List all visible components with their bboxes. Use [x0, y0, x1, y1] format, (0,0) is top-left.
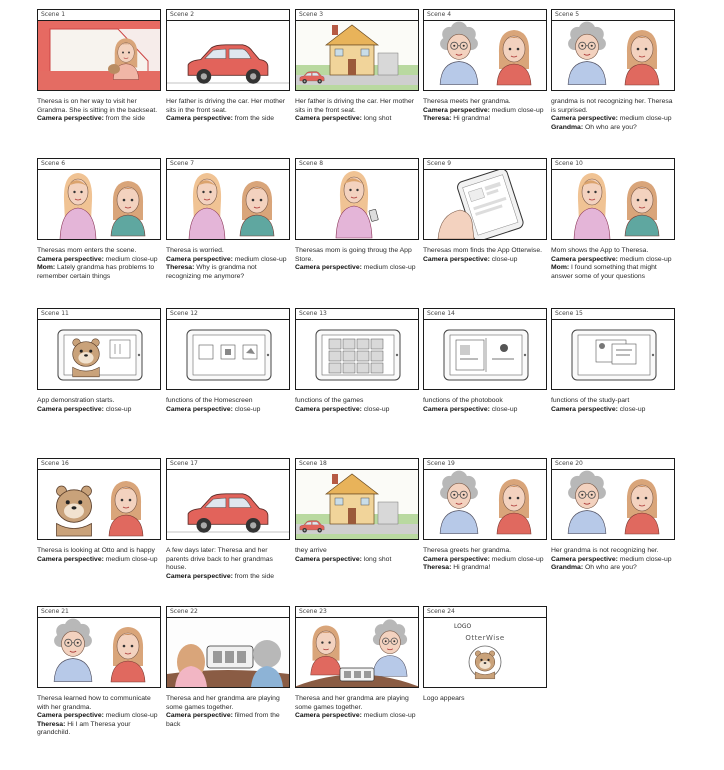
- scene-caption: [423, 98, 545, 124]
- scene-caption: [423, 247, 545, 264]
- scene-frame: [423, 308, 547, 390]
- caption-text: medium close-up: [491, 106, 544, 114]
- logo-wordmark: OtterWise: [465, 634, 505, 642]
- scene-header: [167, 159, 289, 170]
- caption-key: Theresa:: [37, 720, 66, 728]
- scene-caption: [295, 695, 417, 721]
- scene-header: [38, 159, 160, 170]
- caption-description: [37, 98, 159, 115]
- scene-number: Scene 23: [299, 608, 327, 615]
- caption-labeled-line: [295, 264, 417, 273]
- scene-frame: [166, 458, 290, 540]
- caption-labeled-line: [37, 556, 159, 565]
- caption-description: [423, 695, 545, 704]
- scene-header: [167, 459, 289, 470]
- scene-illustration: [38, 170, 160, 239]
- caption-labeled-line: [37, 721, 159, 738]
- scene-frame: [37, 308, 161, 390]
- scene-frame: [423, 458, 547, 540]
- caption-text: medium close-up: [105, 712, 158, 720]
- scene-illustration: [552, 170, 674, 239]
- scene-frame: [551, 158, 675, 240]
- caption-text: from the side: [234, 115, 275, 123]
- caption-labeled-line: [166, 256, 288, 265]
- storyboard-panel: [295, 458, 419, 564]
- caption-key: Camera perspective:: [37, 712, 104, 720]
- caption-labeled-line: [166, 264, 288, 281]
- caption-text: Hi grandma!: [453, 564, 491, 572]
- caption-text: grandma is not recognizing her. Theresa is surprised.: [551, 98, 673, 114]
- caption-key: Camera perspective:: [37, 115, 104, 123]
- caption-text: Mom shows the App to Theresa.: [551, 247, 649, 254]
- scene-illustration: [552, 21, 674, 90]
- caption-description: [37, 247, 159, 256]
- scene-header: [424, 309, 546, 320]
- caption-text: Theresas mom enters the scene.: [37, 247, 137, 254]
- caption-text: close-up: [619, 405, 646, 413]
- scene-illustration: [424, 170, 546, 239]
- caption-key: Camera perspective:: [166, 405, 233, 413]
- scene-header: [38, 459, 160, 470]
- scene-number: Scene 18: [299, 460, 327, 467]
- scene-header: [296, 159, 418, 170]
- caption-description: [166, 695, 288, 712]
- caption-key: Camera perspective:: [295, 712, 362, 720]
- caption-text: Her father is driving the car. Her mother sits in the front seat.: [166, 98, 285, 114]
- caption-text: medium close-up: [619, 555, 672, 563]
- storyboard-panel: [37, 308, 161, 414]
- storyboard-panel: [295, 9, 419, 124]
- scene-number: Scene 3: [299, 11, 324, 18]
- scene-caption: [423, 547, 545, 573]
- scene-header: [167, 607, 289, 618]
- caption-text: Logo appears: [423, 695, 465, 702]
- scene-number: Scene 4: [427, 11, 452, 18]
- storyboard-panel: [37, 606, 161, 738]
- scene-illustration: [167, 170, 289, 239]
- caption-description: [166, 98, 288, 115]
- caption-description: [295, 547, 417, 556]
- caption-text: Theresa is looking at Otto and is happy: [37, 547, 155, 554]
- caption-labeled-line: [166, 573, 288, 582]
- caption-text: A few days later: Theresa and her parents drive back to her grandmas house.: [166, 547, 273, 572]
- caption-key: Camera perspective:: [166, 572, 233, 580]
- storyboard-panel: [423, 158, 547, 264]
- caption-labeled-line: [295, 556, 417, 565]
- caption-labeled-line: [37, 256, 159, 265]
- caption-key: Camera perspective:: [37, 255, 104, 263]
- caption-text: Her father is driving the car. Her mother sits in the front seat.: [295, 98, 414, 114]
- caption-description: [423, 247, 545, 256]
- storyboard-panel: [295, 606, 419, 721]
- scene-header: [38, 309, 160, 320]
- caption-text: Why is grandma not recognizing me anymore?: [166, 264, 257, 280]
- caption-text: Theresa and her grandma are playing some games together.: [166, 695, 280, 711]
- caption-labeled-line: [37, 264, 159, 281]
- caption-labeled-line: [166, 115, 288, 124]
- caption-description: [166, 247, 288, 256]
- caption-text: long shot: [363, 555, 392, 563]
- caption-text: they arrive: [295, 547, 327, 554]
- scene-illustration: [167, 320, 289, 389]
- scene-header: [552, 309, 674, 320]
- scene-caption: [37, 547, 159, 564]
- scene-illustration: [424, 470, 546, 539]
- caption-text: functions of the games: [295, 397, 364, 404]
- scene-header: [424, 10, 546, 21]
- caption-labeled-line: [423, 564, 545, 573]
- caption-description: [295, 695, 417, 712]
- caption-description: [551, 247, 673, 256]
- caption-key: Camera perspective:: [166, 255, 233, 263]
- caption-labeled-line: [551, 256, 673, 265]
- storyboard-panel: [166, 9, 290, 124]
- scene-illustration: [38, 21, 160, 90]
- caption-text: Theresa and her grandma are playing some games together.: [295, 695, 409, 711]
- scene-header: [38, 607, 160, 618]
- scene-illustration: [38, 618, 160, 687]
- scene-illustration: [296, 618, 418, 687]
- caption-labeled-line: [551, 406, 673, 415]
- storyboard-panel: [423, 458, 547, 573]
- caption-text: medium close-up: [105, 555, 158, 563]
- caption-labeled-line: [166, 406, 288, 415]
- scene-caption: [551, 98, 673, 132]
- caption-text: Theresas mom is going throug the App Store.: [295, 247, 412, 263]
- caption-description: [166, 547, 288, 573]
- caption-text: Theresa meets her grandma.: [423, 98, 511, 105]
- storyboard-panel: [37, 458, 161, 564]
- caption-description: [295, 98, 417, 115]
- scene-header: [552, 459, 674, 470]
- scene-caption: [166, 247, 288, 281]
- caption-description: [551, 397, 673, 406]
- caption-text: close-up: [363, 405, 390, 413]
- caption-labeled-line: [37, 406, 159, 415]
- scene-frame: [37, 458, 161, 540]
- scene-header: [296, 459, 418, 470]
- caption-labeled-line: [551, 124, 673, 133]
- caption-key: Camera perspective:: [295, 405, 362, 413]
- scene-frame: [166, 606, 290, 688]
- scene-number: Scene 6: [41, 160, 66, 167]
- caption-labeled-line: [166, 712, 288, 729]
- scene-number: Scene 21: [41, 608, 69, 615]
- scene-caption: [37, 98, 159, 124]
- caption-key: Camera perspective:: [551, 115, 618, 123]
- caption-text: medium close-up: [234, 255, 287, 263]
- scene-illustration: [167, 618, 289, 687]
- caption-text: filmed from the back: [166, 712, 280, 728]
- caption-key: Camera perspective:: [551, 405, 618, 413]
- scene-caption: [37, 695, 159, 738]
- scene-number: Scene 1: [41, 11, 66, 18]
- scene-number: Scene 24: [427, 608, 455, 615]
- scene-caption: [37, 247, 159, 281]
- caption-labeled-line: [551, 264, 673, 281]
- scene-illustration: [552, 470, 674, 539]
- caption-text: from the side: [105, 115, 146, 123]
- scene-illustration: [38, 320, 160, 389]
- caption-labeled-line: [551, 556, 673, 565]
- scene-illustration: [296, 21, 418, 90]
- storyboard-panel: [166, 606, 290, 729]
- caption-key: Grandma:: [551, 123, 584, 131]
- caption-key: Camera perspective:: [37, 405, 104, 413]
- scene-frame: [551, 308, 675, 390]
- caption-key: Camera perspective:: [423, 106, 490, 114]
- scene-illustration: [552, 320, 674, 389]
- caption-labeled-line: [423, 107, 545, 116]
- scene-frame: [423, 606, 547, 688]
- caption-text: functions of the Homescreen: [166, 397, 253, 404]
- caption-description: [295, 247, 417, 264]
- scene-number: Scene 14: [427, 310, 455, 317]
- scene-illustration: [296, 170, 418, 239]
- caption-labeled-line: [37, 712, 159, 721]
- scene-number: Scene 7: [170, 160, 195, 167]
- caption-description: [423, 547, 545, 556]
- caption-key: Camera perspective:: [166, 115, 233, 123]
- scene-illustration: [424, 618, 546, 687]
- scene-number: Scene 11: [41, 310, 69, 317]
- caption-labeled-line: [295, 115, 417, 124]
- storyboard-panel: [423, 606, 547, 704]
- scene-illustration: [167, 21, 289, 90]
- storyboard-panel: [37, 9, 161, 124]
- caption-key: Camera perspective:: [295, 115, 362, 123]
- caption-text: Theresa is worried.: [166, 247, 224, 254]
- scene-caption: [295, 247, 417, 273]
- scene-header: [424, 159, 546, 170]
- scene-frame: [423, 9, 547, 91]
- scene-illustration: [296, 320, 418, 389]
- scene-frame: [166, 308, 290, 390]
- scene-caption: [295, 397, 417, 414]
- caption-text: close-up: [491, 255, 518, 263]
- scene-caption: [166, 547, 288, 581]
- scene-header: [167, 309, 289, 320]
- scene-frame: [37, 9, 161, 91]
- scene-number: Scene 8: [299, 160, 324, 167]
- caption-labeled-line: [423, 556, 545, 565]
- caption-text: long shot: [363, 115, 392, 123]
- scene-header: [296, 309, 418, 320]
- caption-labeled-line: [423, 256, 545, 265]
- caption-text: I found something that might answer some of your questions: [551, 264, 657, 280]
- scene-number: Scene 2: [170, 11, 195, 18]
- caption-text: medium close-up: [363, 712, 416, 720]
- scene-frame: [37, 158, 161, 240]
- caption-text: close-up: [234, 405, 261, 413]
- scene-number: Scene 22: [170, 608, 198, 615]
- scene-header: [167, 10, 289, 21]
- caption-description: [295, 397, 417, 406]
- caption-key: Theresa:: [423, 564, 452, 572]
- scene-caption: [295, 98, 417, 124]
- caption-labeled-line: [423, 115, 545, 124]
- caption-key: Theresa:: [166, 264, 195, 272]
- caption-text: functions of the photobook: [423, 397, 503, 404]
- scene-frame: [423, 158, 547, 240]
- caption-description: [37, 695, 159, 712]
- caption-description: [166, 397, 288, 406]
- caption-key: Camera perspective:: [423, 255, 490, 263]
- scene-caption: [166, 397, 288, 414]
- scene-caption: [551, 547, 673, 573]
- scene-caption: [551, 397, 673, 414]
- caption-text: close-up: [491, 405, 518, 413]
- scene-illustration: [167, 470, 289, 539]
- caption-key: Mom:: [37, 264, 56, 272]
- caption-key: Camera perspective:: [37, 555, 104, 563]
- scene-number: Scene 20: [555, 460, 583, 467]
- scene-illustration: [296, 470, 418, 539]
- caption-text: medium close-up: [363, 264, 416, 272]
- caption-key: Camera perspective:: [551, 255, 618, 263]
- scene-caption: [166, 695, 288, 729]
- caption-description: [551, 98, 673, 115]
- caption-labeled-line: [551, 564, 673, 573]
- scene-header: [296, 607, 418, 618]
- scene-header: [552, 10, 674, 21]
- storyboard-panel: [166, 308, 290, 414]
- caption-description: [37, 397, 159, 406]
- scene-header: [424, 607, 546, 618]
- caption-text: Her grandma is not recognizing her.: [551, 547, 659, 554]
- scene-illustration: [424, 320, 546, 389]
- scene-frame: [295, 158, 419, 240]
- scene-frame: [295, 458, 419, 540]
- caption-text: Theresa learned how to communicate with her grandma.: [37, 695, 151, 711]
- scene-caption: [423, 397, 545, 414]
- scene-frame: [37, 606, 161, 688]
- caption-text: close-up: [105, 405, 132, 413]
- caption-text: Theresa greets her grandma.: [423, 547, 512, 554]
- storyboard-panel: [37, 158, 161, 281]
- caption-description: [423, 98, 545, 107]
- caption-text: Hi I am Theresa your grandchild.: [37, 720, 131, 737]
- scene-header: [424, 459, 546, 470]
- storyboard-panel: [166, 158, 290, 281]
- scene-caption: [295, 547, 417, 564]
- scene-illustration: [424, 21, 546, 90]
- scene-header: [38, 10, 160, 21]
- scene-number: Scene 16: [41, 460, 69, 467]
- caption-key: Grandma:: [551, 564, 584, 572]
- scene-header: [552, 159, 674, 170]
- caption-labeled-line: [37, 115, 159, 124]
- scene-caption: [37, 397, 159, 414]
- caption-key: Camera perspective:: [295, 264, 362, 272]
- caption-description: [423, 397, 545, 406]
- scene-number: Scene 15: [555, 310, 583, 317]
- caption-labeled-line: [551, 115, 673, 124]
- scene-number: Scene 10: [555, 160, 583, 167]
- caption-labeled-line: [423, 406, 545, 415]
- scene-number: Scene 17: [170, 460, 198, 467]
- storyboard-panel: [166, 458, 290, 581]
- caption-key: Camera perspective:: [423, 405, 490, 413]
- caption-text: functions of the study-part: [551, 397, 630, 404]
- storyboard-panel: [551, 9, 675, 132]
- scene-frame: [295, 9, 419, 91]
- scene-caption: [551, 247, 673, 281]
- storyboard-panel: [551, 458, 675, 573]
- caption-text: Oh who are you?: [585, 123, 637, 131]
- caption-text: App demonstration starts.: [37, 397, 115, 404]
- caption-labeled-line: [295, 712, 417, 721]
- storyboard-panel: [295, 308, 419, 414]
- scene-number: Scene 9: [427, 160, 452, 167]
- caption-key: Camera perspective:: [551, 555, 618, 563]
- caption-description: [37, 547, 159, 556]
- storyboard-panel: [423, 308, 547, 414]
- caption-key: Mom:: [551, 264, 570, 272]
- scene-frame: [166, 158, 290, 240]
- scene-header: [296, 10, 418, 21]
- scene-number: Scene 19: [427, 460, 455, 467]
- caption-text: Hi grandma!: [453, 115, 491, 123]
- caption-description: [551, 547, 673, 556]
- caption-text: medium close-up: [491, 555, 544, 563]
- caption-text: Theresa is on her way to visit her Grandma. She is sitting in the backseat.: [37, 98, 158, 114]
- scene-frame: [295, 308, 419, 390]
- caption-key: Camera perspective:: [166, 712, 233, 720]
- scene-caption: [166, 98, 288, 124]
- caption-text: medium close-up: [105, 255, 158, 263]
- scene-number: Scene 12: [170, 310, 198, 317]
- caption-labeled-line: [295, 406, 417, 415]
- storyboard-panel: [295, 158, 419, 273]
- scene-frame: [166, 9, 290, 91]
- caption-text: medium close-up: [619, 115, 672, 123]
- scene-number: Scene 5: [555, 11, 580, 18]
- caption-key: Camera perspective:: [423, 555, 490, 563]
- scene-caption: [423, 695, 545, 704]
- storyboard-panel: [551, 308, 675, 414]
- caption-text: Lately grandma has problems to remember certain things: [37, 264, 155, 280]
- caption-text: medium close-up: [619, 255, 672, 263]
- scene-number: Scene 13: [299, 310, 327, 317]
- caption-text: from the side: [234, 572, 275, 580]
- scene-frame: [295, 606, 419, 688]
- caption-text: Oh who are you?: [585, 564, 637, 572]
- caption-key: Theresa:: [423, 115, 452, 123]
- scene-illustration: [38, 470, 160, 539]
- scene-frame: [551, 9, 675, 91]
- caption-key: Camera perspective:: [295, 555, 362, 563]
- storyboard-panel: [423, 9, 547, 124]
- logo-label: LOGO: [454, 623, 472, 630]
- scene-frame: [551, 458, 675, 540]
- caption-text: Theresas mom finds the App Otterwise.: [423, 247, 542, 254]
- storyboard-panel: [551, 158, 675, 281]
